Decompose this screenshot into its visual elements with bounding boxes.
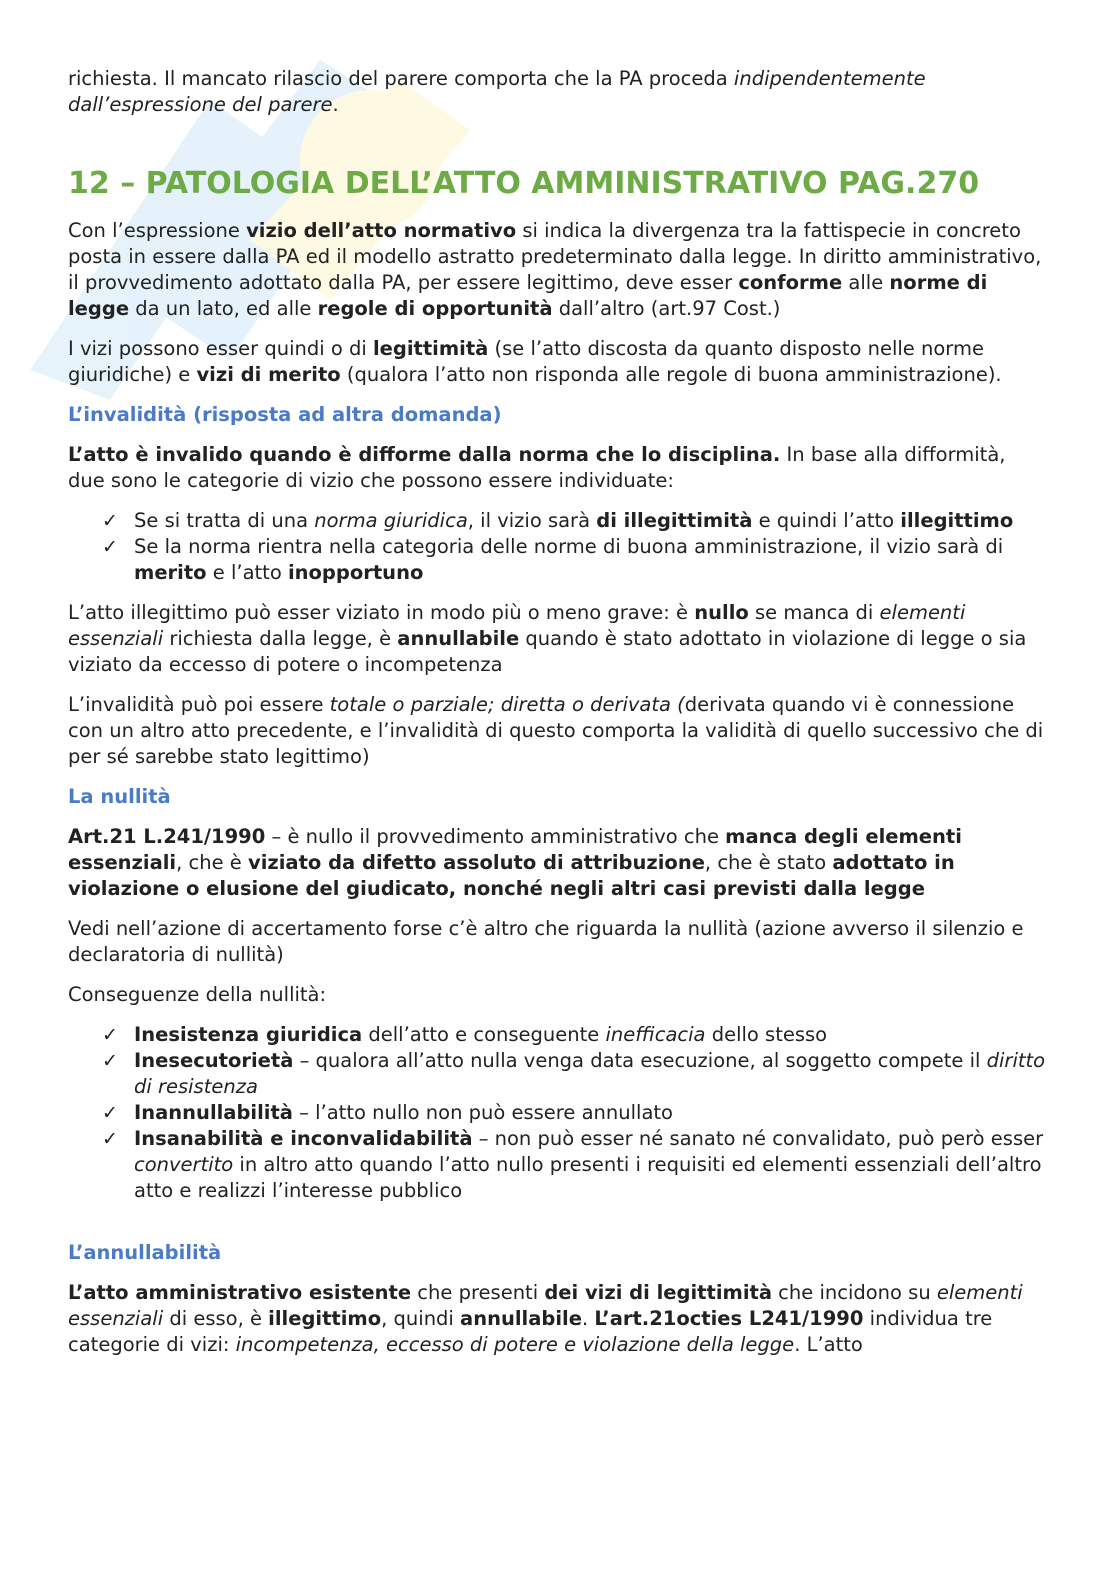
list-item: ✓ Inannullabilità – l’atto nullo non può essere annullato: [102, 1101, 673, 1124]
vizio-categories-list: [68, 508, 1048, 586]
subheading-invalidita: L’invalidità (risposta ad altra domanda): [68, 403, 502, 426]
paragraph-vedi: Vedi nell’azione di accertamento forse c’è altro che riguarda la nullità (azione avverso il silenzio e declaratoria di nullità): [68, 917, 1024, 966]
intro-paragraph: richiesta. Il mancato rilascio del parere comporta che la PA proceda indipendentemente dall’espressione del parere.: [68, 67, 926, 116]
conseguenze-list: [68, 1022, 1048, 1204]
paragraph-art21: Art.21 L.241/1990 – è nullo il provvedimento amministrativo che manca degli elementi essenziali, che è viziato da difetto assoluto di attribuzione, che è stato adottato in violazione o elusione del giudicato, nonché negli altri casi previsti dalla legge: [68, 825, 962, 900]
subheading-nullita: La nullità: [68, 785, 171, 808]
subheading-annullabilita: L’annullabilità: [68, 1241, 222, 1264]
list-item: ✓ Inesecutorietà – qualora all’atto nulla venga data esecuzione, al soggetto compete il diritto di resistenza: [102, 1049, 1046, 1098]
list-item: ✓ Inesistenza giuridica dell’atto e conseguente inefficacia dello stesso: [102, 1023, 828, 1046]
section-heading: 12 – PATOLOGIA DELL’ATTO AMMINISTRATIVO PAG.270: [68, 166, 980, 201]
check-icon: ✓: [102, 1102, 118, 1124]
paragraph-totale-parziale: L’invalidità può poi essere totale o parziale; diretta o derivata (derivata quando vi è connessione con un altro atto precedente, e l’invalidità di questo comporta la validità di quello successivo che di per sé sarebbe stato legittimo): [68, 693, 1044, 768]
check-icon: ✓: [102, 1024, 118, 1046]
paragraph-annullabile: L’atto amministrativo esistente che presenti dei vizi di legittimità che incidono su elementi essenziali di esso, è illegittimo, quindi annullabile. L’art.21octies L241/1990 individua tre categorie di vizi: incompetenza, eccesso di potere e violazione della legge. L’atto: [68, 1281, 1023, 1356]
paragraph-vizio: Con l’espressione vizio dell’atto normativo si indica la divergenza tra la fattispecie in concreto posta in essere dalla PA ed il modello astratto predeterminato dalla legge. In diritto amministrativo, il provvedimento adottato dalla PA, per essere legittimo, deve esser conforme alle norme di legge da un lato, ed alle regole di opportunità dall’altro (art.97 Cost.): [68, 219, 1042, 320]
list-item: ✓ Se la norma rientra nella categoria delle norme di buona amministrazione, il vizio sarà di merito e l’atto inopportuno: [102, 535, 1004, 584]
list-item: ✓ Insanabilità e inconvalidabilità – non può esser né sanato né convalidato, può però esser convertito in altro atto quando l’atto nullo presenti i requisiti ed elementi essenziali dell’altro atto e realizzi l’interesse pubblico: [102, 1127, 1044, 1202]
check-icon: ✓: [102, 1128, 118, 1150]
document-page: [68, 66, 1048, 1372]
check-icon: ✓: [102, 510, 118, 532]
check-icon: ✓: [102, 1050, 118, 1072]
paragraph-conseguenze: Conseguenze della nullità:: [68, 983, 327, 1006]
paragraph-illegittimo: L’atto illegittimo può esser viziato in modo più o meno grave: è nullo se manca di elementi essenziali richiesta dalla legge, è annullabile quando è stato adottato in violazione di legge o sia viziato da eccesso di potere o incompetenza: [68, 601, 1027, 676]
paragraph-invalido: L’atto è invalido quando è difforme dalla norma che lo disciplina. In base alla difformità, due sono le categorie di vizio che possono essere individuate:: [68, 443, 1006, 492]
list-item: ✓ Se si tratta di una norma giuridica, il vizio sarà di illegittimità e quindi l’atto illegittimo: [102, 509, 1014, 532]
check-icon: ✓: [102, 536, 118, 558]
paragraph-vizi-types: I vizi possono esser quindi o di legittimità (se l’atto discosta da quanto disposto nelle norme giuridiche) e vizi di merito (qualora l’atto non risponda alle regole di buona amministrazione).: [68, 337, 1002, 386]
